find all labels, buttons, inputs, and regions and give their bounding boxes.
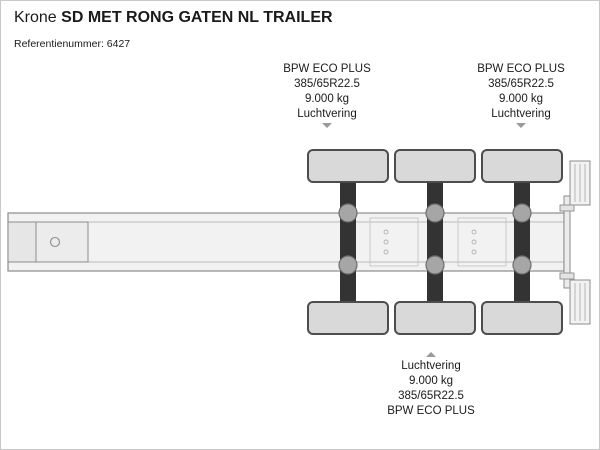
annotation-line-capacity: 9.000 kg xyxy=(408,375,454,387)
reference-number: Referentienummer: 6427 xyxy=(14,38,131,50)
annotation-line-capacity: 9.000 kg xyxy=(498,93,544,105)
chassis-beam xyxy=(8,213,564,271)
page-title-model: SD MET RONG GATEN NL TRAILER xyxy=(61,9,333,26)
annotation-line-brand: BPW ECO PLUS xyxy=(387,405,475,417)
annotation-line-brand: BPW ECO PLUS xyxy=(283,63,371,75)
page-title-brand: Krone xyxy=(14,9,62,26)
annotation-line-tyre: 385/65R22.5 xyxy=(398,390,464,402)
annotation-line-brand: BPW ECO PLUS xyxy=(477,63,565,75)
annotation-line-suspension: Luchtvering xyxy=(401,360,461,372)
annotation-line-suspension: Luchtvering xyxy=(297,108,357,120)
annotation-line-tyre: 385/65R22.5 xyxy=(294,78,360,90)
annotation-line-tyre: 385/65R22.5 xyxy=(488,78,554,90)
rear-frame xyxy=(560,161,590,324)
annotation-line-capacity: 9.000 kg xyxy=(304,93,350,105)
kingpin-plate xyxy=(8,222,88,262)
annotation-line-suspension: Luchtvering xyxy=(491,108,551,120)
